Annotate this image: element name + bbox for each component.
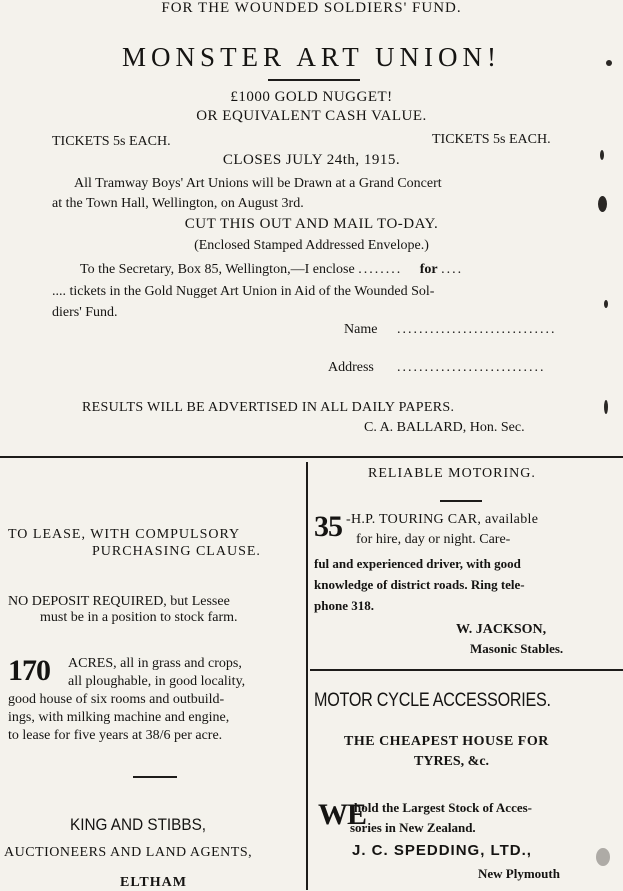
results-line: RESULTS WILL BE ADVERTISED IN ALL DAILY PAPERS. [82,400,455,415]
scan-speck [598,196,607,212]
scan-speck [606,60,612,66]
lease-line-1: TO LEASE, WITH COMPULSORY [8,527,241,542]
main-title: MONSTER ART UNION! [122,42,501,72]
form-for-word: for [419,262,438,277]
motoring-name: W. JACKSON, [456,622,547,637]
cycle-place: New Plymouth [478,866,560,881]
enclose-amount-blank: ........ [358,262,403,277]
lease-town: ELTHAM [120,875,187,890]
ticket-count-blank: .... [441,262,464,277]
acres-line-5: to lease for five years at 38/6 per acre. [8,728,223,743]
scan-speck [600,150,604,160]
form-line-2: .... tickets in the Gold Nugget Art Union in Aid of the Wounded Sol- [52,284,435,299]
form-line-1 [80,262,463,278]
column-divider [306,462,308,890]
drawn-line-1: All Tramway Boys' Art Unions will be Drawn at a Grand Concert [74,176,442,191]
closes-date: CLOSES JULY 24th, 1915. [222,152,401,168]
motoring-line-2: for hire, day or night. Care- [356,532,511,547]
form-line-3: diers' Fund. [52,305,118,320]
hp-number: 35 [314,510,342,543]
scan-speck [604,400,608,414]
acres-line-1: ACRES, all in grass and crops, [68,656,242,671]
signature: C. A. BALLARD, Hon. Sec. [364,420,525,435]
motoring-line-5: phone 318. [314,598,374,613]
section-divider [0,456,623,458]
tickets-left: TICKETS 5s EACH. [52,134,171,149]
cash-line: OR EQUIVALENT CASH VALUE. [196,108,427,124]
motoring-place: Masonic Stables. [470,641,564,656]
name-blank: ............................. [397,322,557,337]
motoring-title: RELIABLE MOTORING. [368,466,536,481]
acres-line-3: good house of six rooms and outbuild- [8,692,225,707]
scan-speck [596,848,610,866]
lease-divider [133,776,177,778]
lease-firm-role: AUCTIONEERS AND LAND AGENTS, [4,845,253,860]
cycle-title: MOTOR CYCLE ACCESSORIES. [314,690,551,711]
cycle-firm-name: J. C. SPEDDING, LTD., [352,842,532,859]
address-blank: ........................... [397,360,546,375]
motoring-line-4: knowledge of district roads. Ring tele- [314,577,525,592]
lease-line-2: PURCHASING CLAUSE. [92,544,261,559]
cycle-drop-cap: WE [318,798,367,831]
cycle-line-1: THE CHEAPEST HOUSE FOR [344,734,549,749]
deposit-line-2: must be in a position to stock farm. [40,610,238,625]
tickets-right: TICKETS 5s EACH. [432,132,551,147]
motoring-line-3: ful and experienced driver, with good [314,556,521,571]
cycle-stock-line-2: sories in New Zealand. [350,820,476,835]
acres-line-4: ings, with milking machine and engine, [8,710,230,725]
acres-line-2: all ploughable, in good locality, [68,674,246,689]
drawn-line-2: at the Town Hall, Wellington, on August 3rd. [52,196,304,211]
name-label: Name [344,322,378,337]
cycle-stock-line-1: hold the Largest Stock of Acces- [354,800,533,815]
cycle-divider-top [310,669,623,671]
scan-speck [604,300,608,308]
prize-line: £1000 GOLD NUGGET! [230,89,393,105]
motoring-line-1: -H.P. TOURING CAR, available [346,512,539,527]
cut-out-line: CUT THIS OUT AND MAIL TO-DAY. [184,216,439,232]
lease-firm-name: KING AND STIBBS, [70,815,207,834]
acres-number: 170 [8,654,50,687]
title-divider [268,79,360,81]
address-label: Address [328,360,374,375]
enclosed-line: (Enclosed Stamped Addressed Envelope.) [194,238,429,253]
motoring-divider [440,500,482,502]
cycle-line-2: TYRES, &c. [414,754,490,769]
deposit-line-1: NO DEPOSIT REQUIRED, but Lessee [8,594,230,609]
fund-title: FOR THE WOUNDED SOLDIERS' FUND. [161,0,462,16]
form-line-1-text: To the Secretary, Box 85, Wellington,—I enclose [80,262,355,277]
